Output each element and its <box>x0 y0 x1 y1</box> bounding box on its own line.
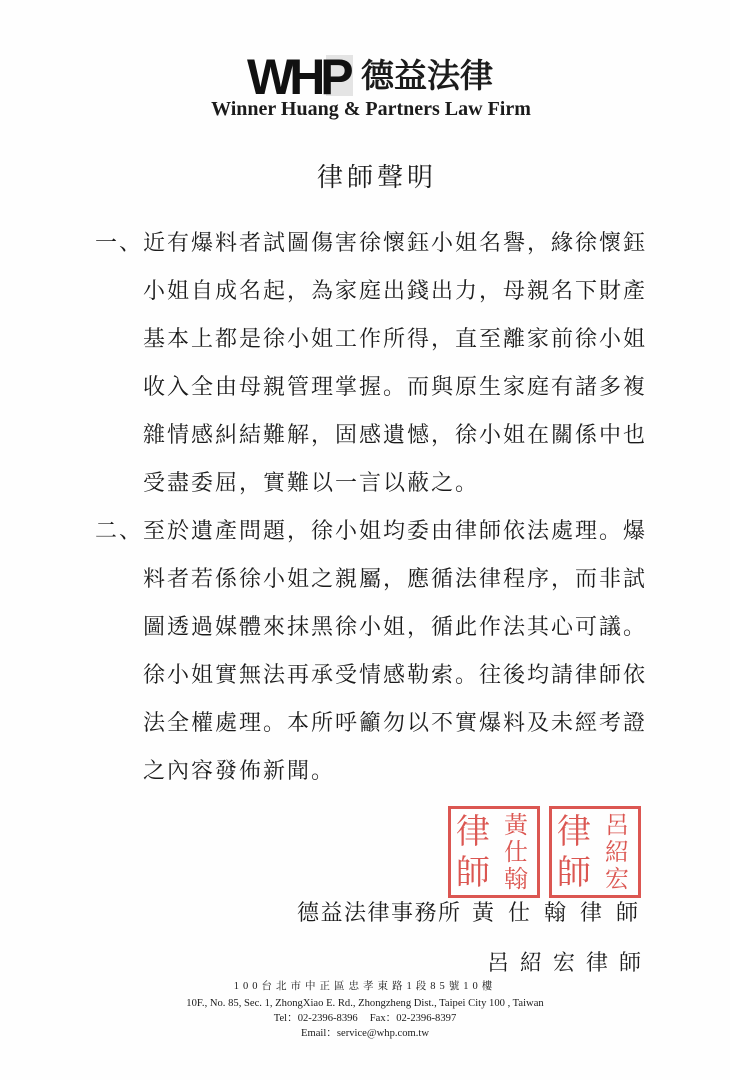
paragraph-line: 收入全由母親管理掌握。而與原生家庭有諸多複 <box>143 374 648 399</box>
paragraph-line: 徐小姐實無法再承受情感勒索。往後均請律師依 <box>143 662 648 687</box>
footer-address-zh: 100台北市中正區忠孝東路1段85號10樓 <box>233 981 497 992</box>
signature-firm: 德益法律事務所 <box>297 900 462 925</box>
paragraph-line: 雜情感糾結難解，固感遺憾，徐小姐在關係中也 <box>143 422 648 447</box>
seal-stamp-huang <box>448 806 540 898</box>
seal-char: 師 <box>557 852 591 893</box>
footer-contact-line <box>0 1013 730 1025</box>
paragraph-marker: 二、 <box>95 518 144 543</box>
seal-char: 紹 <box>605 837 629 866</box>
seal-name-column <box>599 811 635 893</box>
paragraph-2 <box>95 507 657 795</box>
paragraph-line: 至於遺產問題，徐小姐均委由律師依法處理。爆 <box>143 518 648 543</box>
paragraph-1 <box>95 219 657 507</box>
seal-char: 黃 <box>504 810 528 839</box>
paragraph-line: 小姐自成名起，為家庭出錢出力，母親名下財產 <box>143 278 648 303</box>
paragraph-line: 近有爆料者試圖傷害徐懷鈺小姐名譽，緣徐懷鈺 <box>143 230 648 255</box>
seal-char: 律 <box>456 811 490 852</box>
paragraph-line: 料者若係徐小姐之親屬，應循法律程序，而非試 <box>143 566 648 591</box>
seal-char: 仕 <box>504 837 528 866</box>
seal-stamp-lu <box>549 806 641 898</box>
seal-char: 師 <box>456 852 490 893</box>
statement-title: 律師聲明 <box>317 163 438 192</box>
seal-name-column <box>498 811 534 893</box>
firm-name-en: Winner Huang & Partners Law Firm <box>211 98 531 120</box>
firm-logo: WHP <box>247 49 349 105</box>
paragraph-line: 之內容發佈新聞。 <box>143 758 336 783</box>
paragraph-line: 圖透過媒體來抹黑徐小姐，循此作法其心可議。 <box>143 614 648 639</box>
firm-name-zh: 德益法律 <box>361 59 493 95</box>
footer-email: Email：service@whp.com.tw <box>300 1028 430 1039</box>
footer-tel: Tel：02-2396-8396 <box>273 1013 358 1024</box>
seal-title-column <box>555 811 593 893</box>
seal-char: 翰 <box>504 865 528 894</box>
signature-lawyer-huang: 黃仕翰律師 <box>472 900 653 925</box>
footer-address-en: 10F., No. 85, Sec. 1, ZhongXiao E. Rd., Zhongzheng Dist., Taipei City 100 , Taiwan <box>186 998 544 1009</box>
paragraph-line: 法全權處理。本所呼籲勿以不實爆料及未經考證 <box>143 710 648 735</box>
statement-body <box>95 219 657 795</box>
paragraph-line: 基本上都是徐小姐工作所得，直至離家前徐小姐 <box>143 326 648 351</box>
footer-fax: Fax：02-2396-8397 <box>369 1013 457 1024</box>
seal-title-column <box>454 811 492 893</box>
seal-char: 呂 <box>605 810 629 839</box>
seal-char: 宏 <box>605 865 629 894</box>
paragraph-marker: 一、 <box>95 230 144 255</box>
seal-char: 律 <box>557 811 591 852</box>
signature-lawyer-lu: 呂紹宏律師 <box>487 950 653 975</box>
paragraph-line: 受盡委屈，實難以一言以蔽之。 <box>143 470 480 495</box>
